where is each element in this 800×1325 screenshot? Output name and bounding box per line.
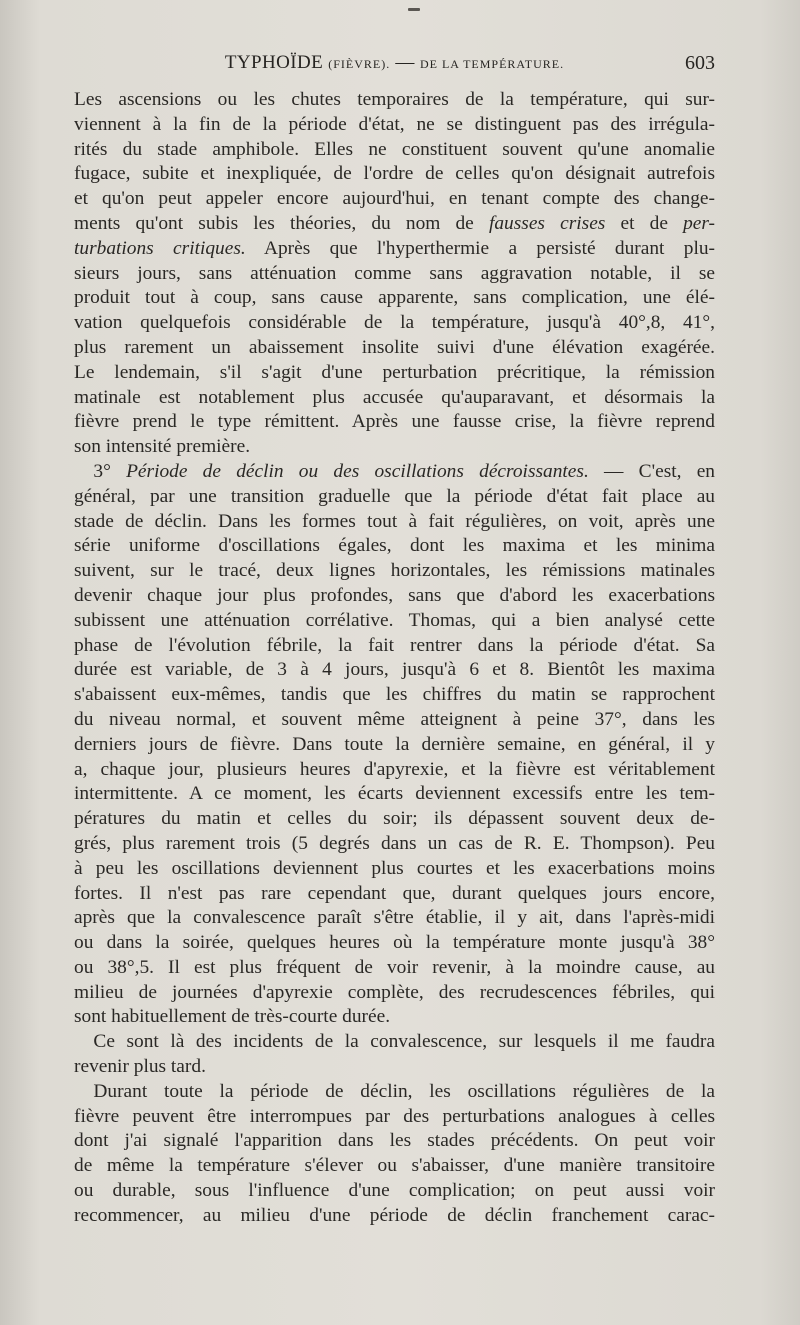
text-line: subissent une atténuation corrélative. Thomas, qui a bien analysé cette — [74, 609, 715, 631]
text-line — [74, 237, 715, 262]
text-line: vation quelquefois considérable de la température, jusqu'à 40°,8, 41°, — [74, 312, 715, 334]
text-line: matinale est notablement plus accusée qu'auparavant, et désormais la — [74, 386, 715, 408]
running-header — [74, 52, 715, 82]
text-line: général, par une transition graduelle que la période d'état fait place au — [74, 485, 715, 507]
text-line: son intensité première. — [74, 436, 251, 458]
text-line: pératures du matin et celles du soir; ils dépassent souvent deux de- — [74, 808, 715, 830]
section-heading-line — [74, 460, 715, 485]
header-title-dash: — — [395, 52, 415, 73]
text-line: a, chaque jour, plusieurs heures d'apyrexie, et la fièvre est véritablement — [74, 758, 715, 780]
text-segment: ments qu'ont subis les théories, du nom de — [74, 212, 474, 234]
text-line: stade de déclin. Dans les formes tout à fait régulières, on voit, après une — [74, 510, 715, 532]
text-line: dont j'ai signalé l'apparition dans les stades précédents. On peut voir — [74, 1130, 715, 1152]
text-line: fièvre peuvent être interrompues par des perturbations analogues à celles — [74, 1105, 715, 1127]
section-number: 3° — [93, 460, 111, 482]
text-line: après que la convalescence paraît s'être établie, il y ait, dans l'après-midi — [74, 907, 715, 929]
text-line: du niveau normal, et souvent même atteignent à peine 37°, dans les — [74, 708, 715, 730]
text-segment: Durant toute la période de déclin, les oscillations régulières de la — [93, 1080, 715, 1102]
header-title-paren: (FIÈVRE). — [328, 57, 391, 71]
text-line: phase de l'évolution fébrile, la fait rentrer dans la période d'état. Sa — [74, 634, 715, 656]
header-title-section: DE LA TEMPÉRATURE. — [419, 57, 565, 71]
text-line: derniers jours de fièvre. Dans toute la dernière semaine, en général, il y — [74, 733, 715, 755]
text-line — [74, 1030, 715, 1055]
text-line: plus rarement un abaissement insolite suivi d'une élévation exagérée. — [74, 336, 715, 358]
text-line: viennent à la fin de la période d'état, ne se distinguent pas des irrégula- — [74, 113, 715, 135]
text-line: milieu de journées d'apyrexie complète, des recrudescences fébriles, qui — [74, 981, 715, 1003]
text-line: série uniforme d'oscillations égales, dont les maxima et les minima — [74, 535, 715, 557]
text-line: durée est variable, de 3 à 4 jours, jusqu'à 6 et 8. Bientôt les maxima — [74, 659, 715, 681]
text-line: Les ascensions ou les chutes temporaires de la température, qui sur- — [74, 89, 715, 110]
text-line — [74, 212, 715, 237]
text-segment: Ce sont là des incidents de la convalescence, sur lesquels il me faudra — [93, 1031, 715, 1053]
text-line: devenir chaque jour plus profondes, sans que d'abord les exacerbations — [74, 584, 715, 606]
text-line: produit tout à coup, sans cause apparente, sans complication, une élé- — [74, 287, 715, 309]
top-ink-mark — [408, 8, 420, 11]
text-line: ou dans la soirée, quelques heures où la température monte jusqu'à 38° — [74, 932, 715, 954]
text-line: grés, plus rarement trois (5 degrés dans un cas de R. E. Thompson). Peu — [74, 832, 715, 854]
page-number: 603 — [685, 52, 715, 74]
text-segment: Après que l'hyperthermie a persisté durant plu- — [245, 237, 715, 259]
section-heading: Période de déclin ou des oscillations décroissantes. — [126, 460, 589, 482]
text-line: fortes. Il n'est pas rare cependant que, durant quelques jours encore, — [74, 882, 715, 904]
text-line: Le lendemain, s'il s'agit d'une perturbation précritique, la rémission — [74, 361, 715, 383]
text-line — [74, 1080, 715, 1105]
text-line: revenir plus tard. — [74, 1056, 206, 1078]
header-title-main: TYPHOÏDE — [224, 52, 324, 73]
text-line: fugace, subite et inexpliquée, de l'ordre de celles qu'on désignait autrefois — [74, 163, 715, 185]
text-line: sieurs jours, sans atténuation comme sans aggravation notable, il se — [74, 262, 715, 284]
italic-term: fausses crises — [488, 212, 606, 234]
paragraph-4 — [74, 1080, 715, 1229]
text-segment: et de — [605, 212, 684, 234]
italic-term: per- — [683, 212, 715, 234]
text-line: recommencer, au milieu d'une période de déclin franchement carac- — [74, 1204, 715, 1226]
paragraph-2 — [74, 460, 715, 1030]
paragraph-3 — [74, 1030, 715, 1080]
text-segment: — C'est, en — [604, 460, 715, 482]
text-line: et qu'on peut appeler encore aujourd'hui, en tenant compte des change- — [74, 188, 715, 210]
paragraph-1 — [74, 88, 715, 460]
text-line: sont habituellement de très-courte durée. — [74, 1006, 391, 1028]
body-text — [74, 88, 715, 1229]
italic-term: turbations critiques. — [74, 237, 246, 259]
text-line: fièvre prend le type rémittent. Après une fausse crise, la fièvre reprend — [74, 411, 715, 433]
text-line: à peu les oscillations deviennent plus courtes et les exacerbations moins — [74, 857, 715, 879]
header-title — [74, 52, 715, 74]
text-line: rités du stade amphibole. Elles ne constituent souvent qu'une anomalie — [74, 138, 715, 160]
text-line: intermittente. A ce moment, les écarts deviennent excessifs entre les tem- — [74, 783, 715, 805]
text-line: de même la température s'élever ou s'abaisser, d'une manière transitoire — [74, 1155, 715, 1177]
text-line: suivent, sur le tracé, deux lignes horizontales, les rémissions matinales — [74, 560, 715, 582]
text-line: ou durable, sous l'influence d'une complication; on peut aussi voir — [74, 1180, 715, 1202]
text-line: s'abaissent eux-mêmes, tandis que les chiffres du matin se rapprochent — [74, 684, 715, 706]
text-line: ou 38°,5. Il est plus fréquent de voir revenir, à la moindre cause, au — [74, 956, 715, 978]
